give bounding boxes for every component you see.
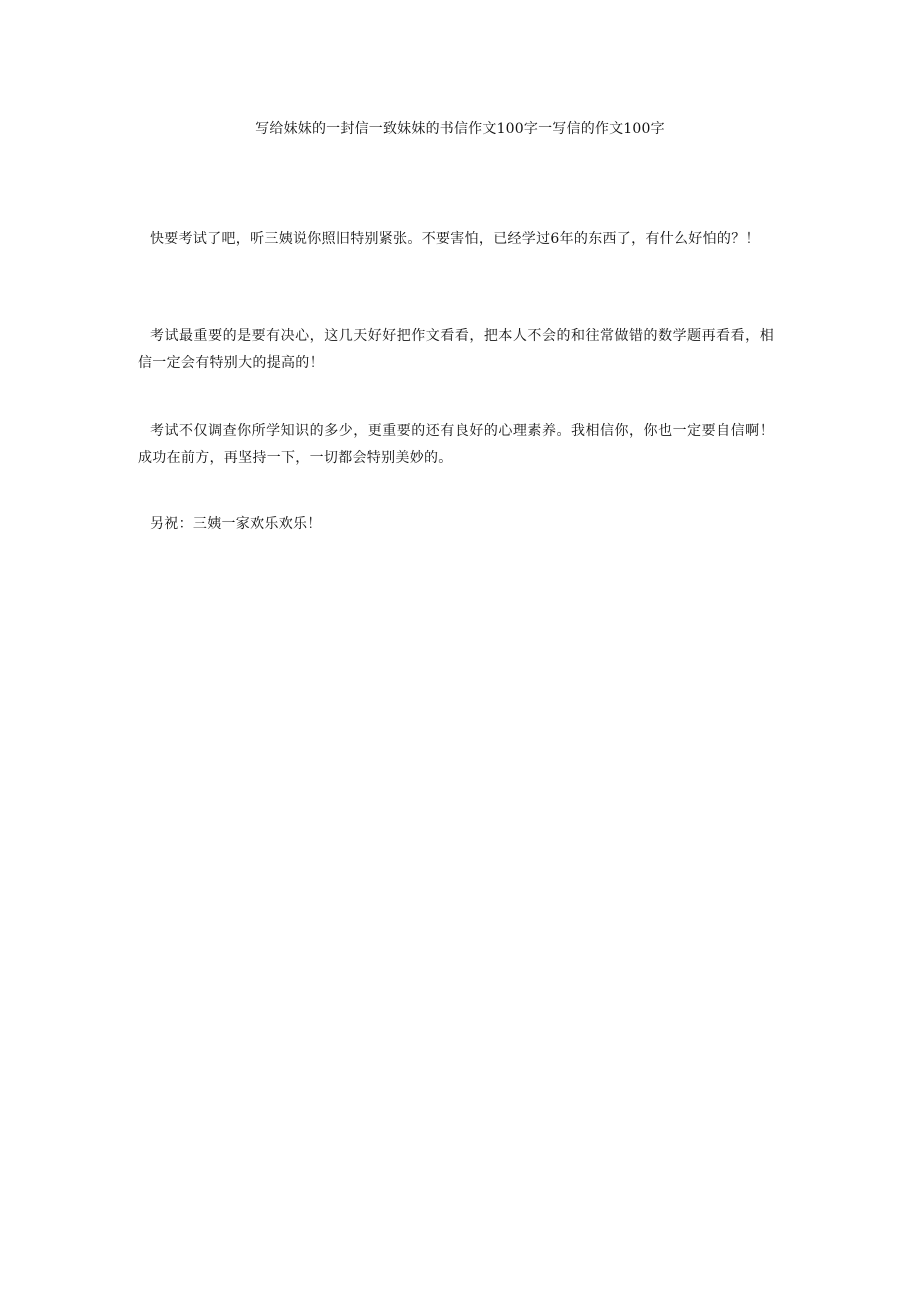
paragraph-2: 考试最重要的是要有决心，这几天好好把作文看看，把本人不会的和往常做错的数学题再看看，相信一定会有特别大的提高的！ — [138, 328, 774, 371]
paragraph-3: 考试不仅调查你所学知识的多少，更重要的还有良好的心理素养。我相信你，你也一定要自信啊！成功在前方，再坚持一下，一切都会特别美妙的。 — [138, 423, 774, 466]
paragraph-1: 快要考试了吧，听三姨说你照旧特别紧张。不要害怕，已经学过6年的东西了，有什么好怕的？！ — [150, 231, 760, 247]
document-title: 写给妹妹的一封信一致妹妹的书信作文100字一写信的作文100字 — [255, 121, 665, 137]
paragraph-4: 另祝：三姨一家欢乐欢乐！ — [150, 516, 322, 532]
